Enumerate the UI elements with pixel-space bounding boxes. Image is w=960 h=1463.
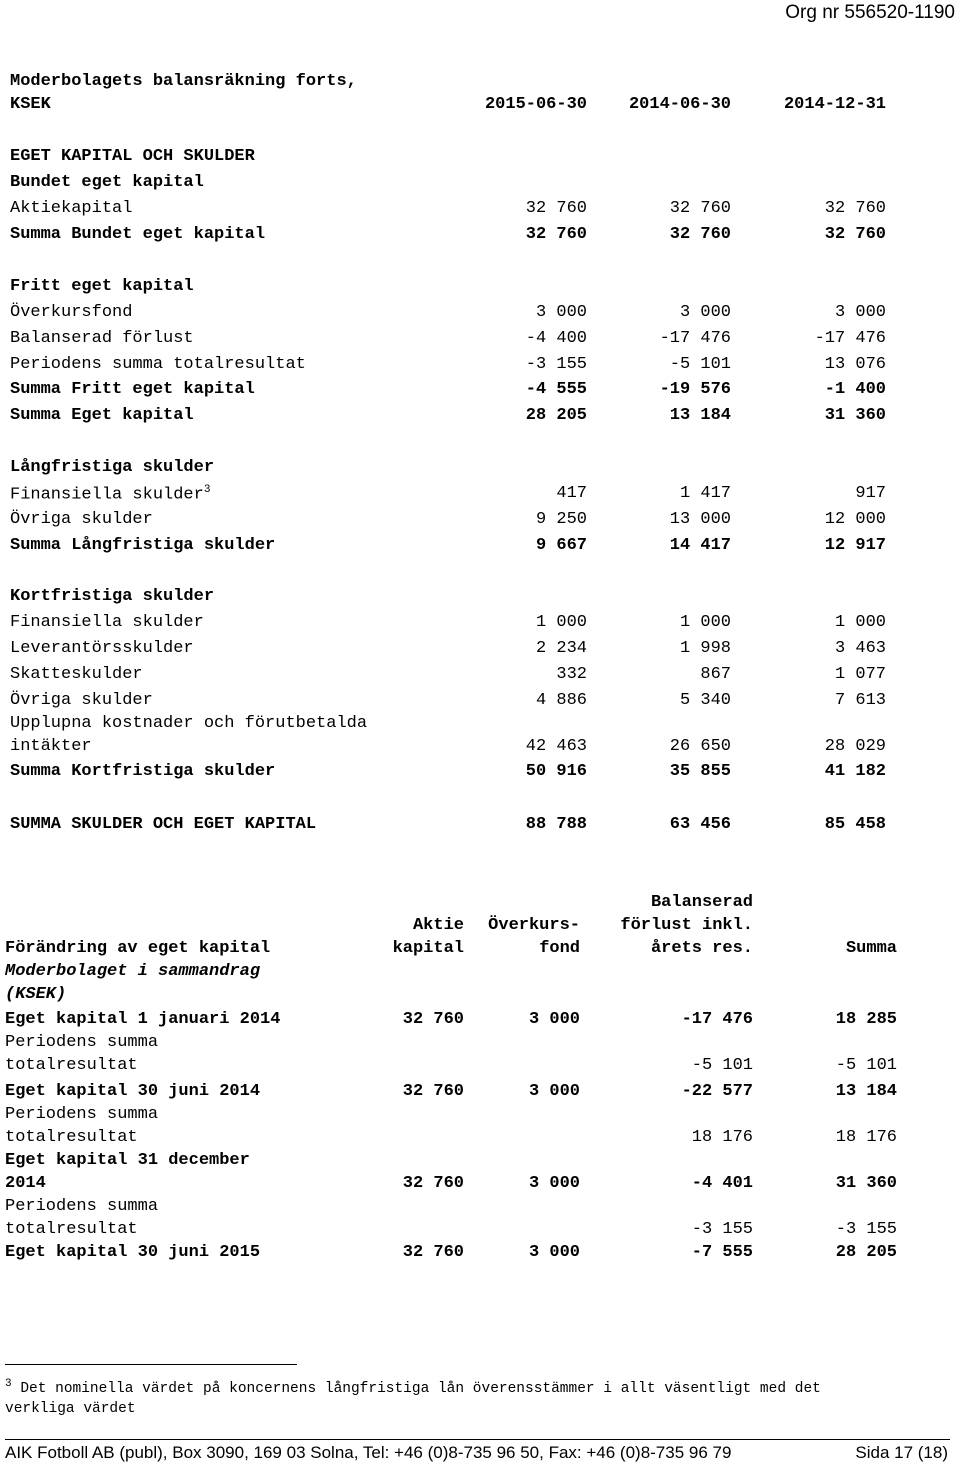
value-cell: 18 176 — [691, 1128, 753, 1147]
row-label: Summa Kortfristiga skulder — [10, 762, 276, 781]
value-cell: 3 000 — [528, 1010, 580, 1029]
row-label: Eget kapital 31 december — [5, 1151, 250, 1170]
row-label: Summa Fritt eget kapital — [10, 380, 255, 399]
value-cell: 3 000 — [528, 1082, 580, 1101]
row-label: Upplupna kostnader och förutbetalda — [10, 714, 368, 733]
value-cell: 12 917 — [824, 536, 886, 555]
value-cell: 13 184 — [669, 406, 731, 425]
value-cell: -3 155 — [691, 1220, 753, 1239]
value-cell: -5 101 — [691, 1056, 753, 1075]
value-cell: -19 576 — [659, 380, 731, 399]
footnote-reference: 3 — [203, 484, 211, 496]
value-cell: 417 — [556, 484, 587, 503]
value-cell: 32 760 — [402, 1243, 464, 1262]
unit-label: KSEK — [10, 95, 51, 114]
group-heading: Långfristiga skulder — [10, 458, 215, 477]
sum-row — [0, 536, 960, 560]
value-cell: -5 101 — [669, 355, 731, 374]
row-label — [10, 484, 210, 505]
value-cell: 1 998 — [679, 639, 731, 658]
column-header: årets res. — [650, 939, 753, 958]
value-cell: 3 463 — [834, 639, 886, 658]
table-row — [0, 199, 960, 223]
value-cell: 7 613 — [834, 691, 886, 710]
equity-change-unit: (KSEK) — [5, 985, 67, 1004]
value-cell: 3 000 — [535, 303, 587, 322]
footer-divider — [5, 1439, 950, 1440]
value-cell: 1 417 — [679, 484, 731, 503]
row-label: Periodens summa — [5, 1105, 159, 1124]
column-header: kapital — [392, 939, 464, 958]
table-row — [0, 355, 960, 379]
value-cell: 9 667 — [535, 536, 587, 555]
group-heading-row — [0, 458, 960, 482]
value-cell: 63 456 — [669, 815, 731, 834]
row-label: Periodens summa — [5, 1033, 159, 1052]
value-cell: -5 101 — [835, 1056, 897, 1075]
value-cell: 5 340 — [679, 691, 731, 710]
value-cell: 50 916 — [525, 762, 587, 781]
value-cell: 13 000 — [669, 510, 731, 529]
row-label: totalresultat — [5, 1128, 138, 1147]
balance-column-header-row — [0, 95, 960, 119]
equity-change-title: Förändring av eget kapital — [5, 939, 271, 958]
column-header: Summa — [845, 939, 897, 958]
row-label: Eget kapital 1 januari 2014 — [5, 1010, 281, 1029]
row-label: Summa Bundet eget kapital — [10, 225, 266, 244]
value-cell: 18 285 — [835, 1010, 897, 1029]
row-label: Periodens summa — [5, 1197, 159, 1216]
section-heading: EGET KAPITAL OCH SKULDER — [10, 147, 255, 166]
value-cell: 32 760 — [402, 1082, 464, 1101]
value-cell: 85 458 — [824, 815, 886, 834]
value-cell: 1 000 — [834, 613, 886, 632]
value-cell: 3 000 — [834, 303, 886, 322]
footnote — [5, 1374, 955, 1419]
value-cell: 32 760 — [669, 225, 731, 244]
value-cell: 42 463 — [525, 737, 587, 756]
value-cell: 4 886 — [535, 691, 587, 710]
footnote-divider — [5, 1364, 297, 1365]
table-row — [0, 303, 960, 327]
column-header: Aktie — [412, 916, 464, 935]
row-label: Aktiekapital — [10, 199, 133, 218]
value-cell: 32 760 — [525, 225, 587, 244]
value-cell: 1 077 — [834, 665, 886, 684]
row-label: Periodens summa totalresultat — [10, 355, 306, 374]
value-cell: -17 476 — [659, 329, 731, 348]
page-footer — [5, 1443, 955, 1463]
value-cell: 28 029 — [824, 737, 886, 756]
value-cell: 88 788 — [525, 815, 587, 834]
value-cell: 32 760 — [402, 1010, 464, 1029]
group-heading: Fritt eget kapital — [10, 277, 194, 296]
table-row — [0, 639, 960, 663]
value-cell: -4 400 — [525, 329, 587, 348]
row-label: intäkter — [10, 737, 92, 756]
value-cell: 12 000 — [824, 510, 886, 529]
row-label: 2014 — [5, 1174, 46, 1193]
page-number: Sida 17 (18) — [855, 1443, 948, 1462]
grand-total-row — [0, 815, 960, 839]
value-cell: 26 650 — [669, 737, 731, 756]
row-label: Summa Långfristiga skulder — [10, 536, 276, 555]
value-cell: -4 401 — [691, 1174, 753, 1193]
footnote-mark: 3 — [5, 1378, 12, 1390]
value-cell: 9 250 — [535, 510, 587, 529]
column-header: 2014-12-31 — [783, 95, 886, 114]
group-heading-row — [0, 277, 960, 301]
column-header: fond — [539, 939, 580, 958]
group-heading: Kortfristiga skulder — [10, 587, 215, 606]
value-cell: -7 555 — [691, 1243, 753, 1262]
group-heading-row — [0, 587, 960, 611]
value-cell: 917 — [855, 484, 886, 503]
section-heading-row — [0, 147, 960, 171]
value-cell: 31 360 — [824, 406, 886, 425]
value-cell: 3 000 — [528, 1243, 580, 1262]
table-row — [0, 737, 960, 761]
value-cell: 14 417 — [669, 536, 731, 555]
row-label-text: Finansiella skulder — [10, 485, 204, 505]
group-heading-row — [0, 173, 960, 197]
value-cell: 3 000 — [528, 1174, 580, 1193]
balance-title: Moderbolagets balansräkning forts, — [10, 72, 357, 91]
value-cell: 2 234 — [535, 639, 587, 658]
row-label: Leverantörsskulder — [10, 639, 194, 658]
equity-change-subtitle: Moderbolaget i sammandrag — [5, 962, 261, 981]
row-label: Eget kapital 30 juni 2015 — [5, 1243, 261, 1262]
sum-row — [0, 762, 960, 786]
sum-row — [0, 406, 960, 430]
value-cell: -17 476 — [681, 1010, 753, 1029]
group-heading: Bundet eget kapital — [10, 173, 204, 192]
footer-address: AIK Fotboll AB (publ), Box 3090, 169 03 Solna, Tel: +46 (0)8-735 96 50, Fax: +46 (0)8-735 96 79 — [5, 1443, 732, 1462]
value-cell: 41 182 — [824, 762, 886, 781]
column-header: 2015-06-30 — [484, 95, 587, 114]
org-number: Org nr 556520-1190 — [785, 2, 955, 23]
value-cell: 1 000 — [535, 613, 587, 632]
value-cell: 867 — [700, 665, 731, 684]
value-cell: 28 205 — [525, 406, 587, 425]
value-cell: 28 205 — [835, 1243, 897, 1262]
footnote-text: verkliga värdet — [5, 1400, 136, 1417]
table-row — [0, 613, 960, 637]
column-header: Balanserad — [650, 893, 753, 912]
value-cell: 32 760 — [669, 199, 731, 218]
sum-row — [0, 225, 960, 249]
value-cell: 13 076 — [824, 355, 886, 374]
column-header: 2014-06-30 — [628, 95, 731, 114]
table-row — [0, 329, 960, 353]
row-label: Balanserad förlust — [10, 329, 194, 348]
value-cell: 32 760 — [525, 199, 587, 218]
value-cell: -3 155 — [525, 355, 587, 374]
column-header: förlust inkl. — [620, 916, 753, 935]
value-cell: 13 184 — [835, 1082, 897, 1101]
balance-title-row — [0, 72, 960, 96]
column-header: Överkurs- — [488, 916, 580, 935]
value-cell: 32 760 — [824, 199, 886, 218]
value-cell: -4 555 — [525, 380, 587, 399]
value-cell: 32 760 — [402, 1174, 464, 1193]
table-row — [0, 484, 960, 508]
value-cell: -22 577 — [681, 1082, 753, 1101]
sum-row — [0, 380, 960, 404]
value-cell: 1 000 — [679, 613, 731, 632]
row-label: Överkursfond — [10, 303, 133, 322]
row-label: totalresultat — [5, 1056, 138, 1075]
value-cell: 332 — [556, 665, 587, 684]
value-cell: 32 760 — [824, 225, 886, 244]
row-label: Finansiella skulder — [10, 613, 204, 632]
table-row — [0, 691, 960, 715]
value-cell: -3 155 — [835, 1220, 897, 1239]
value-cell: 3 000 — [679, 303, 731, 322]
row-label: Övriga skulder — [10, 691, 153, 710]
value-cell: -1 400 — [824, 380, 886, 399]
value-cell: -17 476 — [814, 329, 886, 348]
value-cell: 18 176 — [835, 1128, 897, 1147]
value-cell: 31 360 — [835, 1174, 897, 1193]
row-label: Övriga skulder — [10, 510, 153, 529]
table-row — [0, 510, 960, 534]
footnote-text: Det nominella värdet på koncernens långfristiga lån överensstämmer i allt väsentligt med det — [20, 1380, 821, 1397]
row-label: SUMMA SKULDER OCH EGET KAPITAL — [10, 815, 317, 834]
value-cell: 35 855 — [669, 762, 731, 781]
row-label: totalresultat — [5, 1220, 138, 1239]
table-row — [0, 714, 960, 738]
row-label: Skatteskulder — [10, 665, 143, 684]
table-row — [0, 665, 960, 689]
row-label: Summa Eget kapital — [10, 406, 194, 425]
row-label: Eget kapital 30 juni 2014 — [5, 1082, 261, 1101]
